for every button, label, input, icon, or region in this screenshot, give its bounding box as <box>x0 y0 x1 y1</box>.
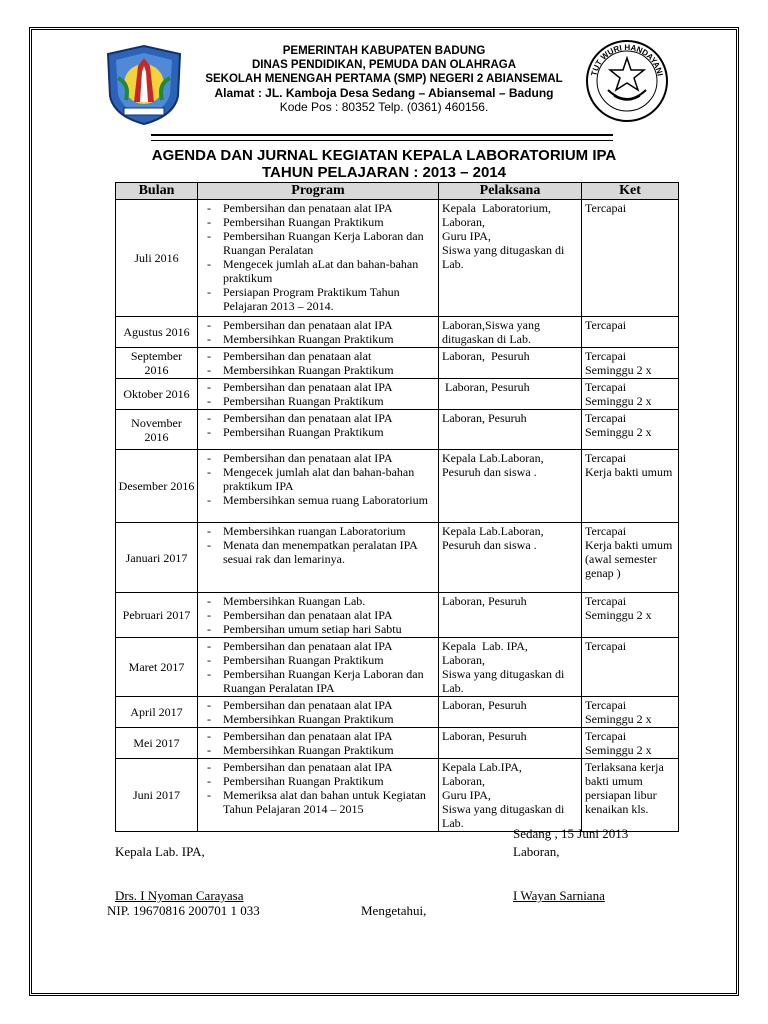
column-header-bulan: Bulan <box>116 183 198 200</box>
program-item: - Membersihkan Ruangan Praktikum <box>201 332 435 346</box>
ket-line: Tercapai <box>585 380 627 394</box>
place-date: Sedang , 15 Juni 2013 <box>513 826 629 841</box>
cell-program <box>198 379 439 410</box>
pelaksana-line: Laboran, <box>442 774 485 788</box>
pelaksana-line: Laboran, Pesuruh <box>442 698 527 712</box>
cell-bulan: Maret 2017 <box>116 638 198 697</box>
cell-bulan: Desember 2016 <box>116 450 198 523</box>
program-item: - Membersihkan semua ruang Laboratorium <box>201 493 435 507</box>
cell-bulan: November 2016 <box>116 410 198 450</box>
letterhead-address: Alamat : JL. Kamboja Desa Sedang – Abiansemal – Badung <box>214 86 554 100</box>
cell-program <box>198 759 439 832</box>
pelaksana-line: Siswa yang ditugaskan di Lab. <box>442 667 568 695</box>
header-rule-thick <box>151 134 613 136</box>
pelaksana-line: Laboran, Pesuruh <box>442 594 527 608</box>
ket-line: Tercapai <box>585 318 627 332</box>
cell-ket <box>582 728 679 759</box>
cell-program <box>198 410 439 450</box>
table-row <box>116 523 679 593</box>
cell-ket <box>582 410 679 450</box>
table-row <box>116 728 679 759</box>
table-row <box>116 410 679 450</box>
program-item: - Membersihkan Ruangan Praktikum <box>201 743 435 757</box>
pelaksana-line: Laboran, Pesuruh <box>442 380 530 394</box>
column-header-ket: Ket <box>582 183 679 200</box>
document-title: AGENDA DAN JURNAL KEGIATAN KEPALA LABORATORIUM IPA <box>151 147 617 164</box>
pelaksana-line: Siswa yang ditugaskan di Lab. <box>442 802 568 830</box>
ket-line: Tercapai <box>585 411 627 425</box>
program-list <box>201 201 435 313</box>
cell-pelaksana <box>439 379 582 410</box>
pelaksana-line: Laboran, Pesuruh <box>442 729 527 743</box>
cell-program <box>198 523 439 593</box>
ket-line: Tercapai <box>585 698 627 712</box>
cell-bulan: Juni 2017 <box>116 759 198 832</box>
table-row <box>116 450 679 523</box>
cell-bulan: Mei 2017 <box>116 728 198 759</box>
cell-ket <box>582 379 679 410</box>
cell-pelaksana <box>439 348 582 379</box>
program-list <box>201 318 435 346</box>
cell-pelaksana <box>439 759 582 832</box>
letterhead-line-3: SEKOLAH MENENGAH PERTAMA (SMP) NEGERI 2 ABIANSEMAL <box>205 73 563 85</box>
pelaksana-line: Kepala Lab.IPA, <box>442 760 522 774</box>
cell-ket <box>582 348 679 379</box>
ket-line: Tercapai <box>585 639 627 653</box>
letterhead-postcode: Kode Pos : 80352 Telp. (0361) 460156. <box>279 100 489 114</box>
cell-pelaksana <box>439 410 582 450</box>
pelaksana-line: Pesuruh dan siswa . <box>442 465 537 479</box>
program-item: - Menata dan menempatkan peralatan IPA sesuai rak dan lemarinya. <box>201 538 435 566</box>
ket-line: Tercapai <box>585 594 627 608</box>
header-rule-thin <box>151 140 613 141</box>
table-row <box>116 200 679 317</box>
cell-pelaksana <box>439 697 582 728</box>
cell-program <box>198 317 439 348</box>
pelaksana-line: Guru IPA, <box>442 788 491 802</box>
cell-bulan: Juli 2016 <box>116 200 198 317</box>
program-list <box>201 594 435 636</box>
agenda-table <box>115 182 679 832</box>
cell-bulan: Pebruari 2017 <box>116 593 198 638</box>
program-item: - Persiapan Program Praktikum Tahun Pelajaran 2013 – 2014. <box>201 285 435 313</box>
program-item: - Pembersihan dan penataan alat IPA <box>201 411 435 425</box>
ket-line: Seminggu 2 x <box>585 608 652 622</box>
pelaksana-line: Kepala Laboratorium, <box>442 201 551 215</box>
program-item: - Membersihkan Ruangan Praktikum <box>201 712 435 726</box>
program-item: - Mengecek jumlah alat dan bahan-bahan praktikum IPA <box>201 465 435 493</box>
program-item: - Mengecek jumlah aLat dan bahan-bahan praktikum <box>201 257 435 285</box>
cell-pelaksana <box>439 728 582 759</box>
left-signer-role: Kepala Lab. IPA, <box>115 844 205 859</box>
program-item: - Pembersihan Ruangan Praktikum <box>201 653 435 667</box>
program-item: - Pembersihan dan penataan alat IPA <box>201 608 435 622</box>
letterhead-line-1: PEMERINTAH KABUPATEN BADUNG <box>282 45 486 57</box>
table-row <box>116 759 679 832</box>
right-signer-name: I Wayan Sarniana <box>513 888 605 903</box>
document-subtitle: TAHUN PELAJARAN : 2013 – 2014 <box>262 164 506 181</box>
table-header-row <box>116 183 679 200</box>
cell-ket <box>582 200 679 317</box>
column-header-pelaksana: Pelaksana <box>439 183 582 200</box>
pelaksana-line: Pesuruh dan siswa . <box>442 538 537 552</box>
program-item: - Pembersihan dan penataan alat IPA <box>201 639 435 653</box>
pelaksana-line: Kepala Lab. IPA, <box>442 639 528 653</box>
program-list <box>201 380 435 408</box>
cell-ket <box>582 450 679 523</box>
program-list <box>201 411 435 439</box>
cell-program <box>198 200 439 317</box>
program-item: - Pembersihan dan penataan alat IPA <box>201 318 435 332</box>
program-item: - Pembersihan dan penataan alat IPA <box>201 451 435 465</box>
table-row <box>116 348 679 379</box>
cell-ket <box>582 759 679 832</box>
left-signer-name: Drs. I Nyoman Carayasa <box>115 888 244 903</box>
program-item: - Pembersihan Ruangan Kerja Laboran dan Ruangan Peralatan IPA <box>201 667 435 695</box>
ket-line: Seminggu 2 x <box>585 712 652 726</box>
letterhead-line-2: DINAS PENDIDIKAN, PEMUDA DAN OLAHRAGA <box>251 59 517 71</box>
program-list <box>201 639 435 695</box>
cell-program <box>198 450 439 523</box>
cell-ket <box>582 697 679 728</box>
program-list <box>201 760 435 816</box>
program-item: - Pembersihan Ruangan Praktikum <box>201 774 435 788</box>
program-item: - Membersihkan Ruangan Praktikum <box>201 363 435 377</box>
acknowledged-label: Mengetahui, <box>361 903 427 918</box>
cell-pelaksana <box>439 638 582 697</box>
cell-bulan: Agustus 2016 <box>116 317 198 348</box>
logo-right-text: TUT WURI HANDAYANI <box>589 42 665 77</box>
table-row <box>116 379 679 410</box>
program-item: - Membersihkan Ruangan Lab. <box>201 594 435 608</box>
ket-line: Tercapai <box>585 524 627 538</box>
table-row <box>116 317 679 348</box>
program-item: - Pembersihan dan penataan alat IPA <box>201 698 435 712</box>
program-item: - Pembersihan dan penataan alat <box>201 349 435 363</box>
program-item: - Pembersihan umum setiap hari Sabtu <box>201 622 435 636</box>
cell-bulan: Januari 2017 <box>116 523 198 593</box>
ket-line: Seminggu 2 x <box>585 363 652 377</box>
pelaksana-line: Siswa yang ditugaskan di Lab. <box>442 243 568 271</box>
ket-line: Tercapai <box>585 729 627 743</box>
pelaksana-line: Laboran, <box>442 215 485 229</box>
left-signer-nip: NIP. 19670816 200701 1 033 <box>107 903 260 918</box>
cell-program <box>198 697 439 728</box>
program-item: - Pembersihan Ruangan Praktikum <box>201 394 435 408</box>
ket-line: Tercapai <box>585 349 627 363</box>
cell-program <box>198 638 439 697</box>
ket-line: Tercapai <box>585 201 627 215</box>
program-list <box>201 698 435 726</box>
program-list <box>201 729 435 757</box>
program-item: - Pembersihan Ruangan Kerja Laboran dan Ruangan Peralatan <box>201 229 435 257</box>
pelaksana-line: Laboran,Siswa yang ditugaskan di Lab. <box>442 318 543 346</box>
cell-ket <box>582 593 679 638</box>
cell-pelaksana <box>439 593 582 638</box>
cell-pelaksana <box>439 200 582 317</box>
cell-ket <box>582 523 679 593</box>
program-list <box>201 451 435 507</box>
cell-program <box>198 728 439 759</box>
cell-program <box>198 348 439 379</box>
cell-pelaksana <box>439 523 582 593</box>
program-list <box>201 349 435 377</box>
letterhead <box>0 44 768 114</box>
table-row <box>116 697 679 728</box>
table-row <box>116 638 679 697</box>
ket-line: Seminggu 2 x <box>585 743 652 757</box>
cell-ket <box>582 638 679 697</box>
program-item: - Pembersihan dan penataan alat IPA <box>201 380 435 394</box>
ket-line: Kerja bakti umum (awal semester genap ) <box>585 538 673 580</box>
pelaksana-line: Laboran, <box>442 653 485 667</box>
ket-line: Kerja bakti umum <box>585 465 673 479</box>
cell-pelaksana <box>439 317 582 348</box>
pelaksana-line: Kepala Lab.Laboran, <box>442 524 544 538</box>
program-list <box>201 524 435 566</box>
cell-bulan: April 2017 <box>116 697 198 728</box>
pelaksana-line: Laboran, Pesuruh <box>442 411 527 425</box>
program-item: - Memeriksa alat dan bahan untuk Kegiatan Tahun Pelajaran 2014 – 2015 <box>201 788 435 816</box>
cell-program <box>198 593 439 638</box>
table-row <box>116 593 679 638</box>
cell-bulan: September 2016 <box>116 348 198 379</box>
pelaksana-line: Laboran, Pesuruh <box>442 349 530 363</box>
cell-bulan: Oktober 2016 <box>116 379 198 410</box>
right-signer-role: Laboran, <box>513 844 560 859</box>
program-item: - Pembersihan dan penataan alat IPA <box>201 201 435 215</box>
cell-pelaksana <box>439 450 582 523</box>
program-item: - Pembersihan Ruangan Praktikum <box>201 215 435 229</box>
ket-line: Seminggu 2 x <box>585 425 652 439</box>
program-item: - Membersihkan ruangan Laboratorium <box>201 524 435 538</box>
cell-ket <box>582 317 679 348</box>
pelaksana-line: Kepala Lab.Laboran, <box>442 451 544 465</box>
column-header-program: Program <box>198 183 439 200</box>
program-item: - Pembersihan dan penataan alat IPA <box>201 760 435 774</box>
ket-line: Tercapai <box>585 451 627 465</box>
program-item: - Pembersihan dan penataan alat IPA <box>201 729 435 743</box>
ket-line: Seminggu 2 x <box>585 394 652 408</box>
pelaksana-line: Guru IPA, <box>442 229 491 243</box>
ket-line: Terlaksana kerja bakti umum persiapan libur kenaikan kls. <box>585 760 664 816</box>
program-item: - Pembersihan Ruangan Praktikum <box>201 425 435 439</box>
